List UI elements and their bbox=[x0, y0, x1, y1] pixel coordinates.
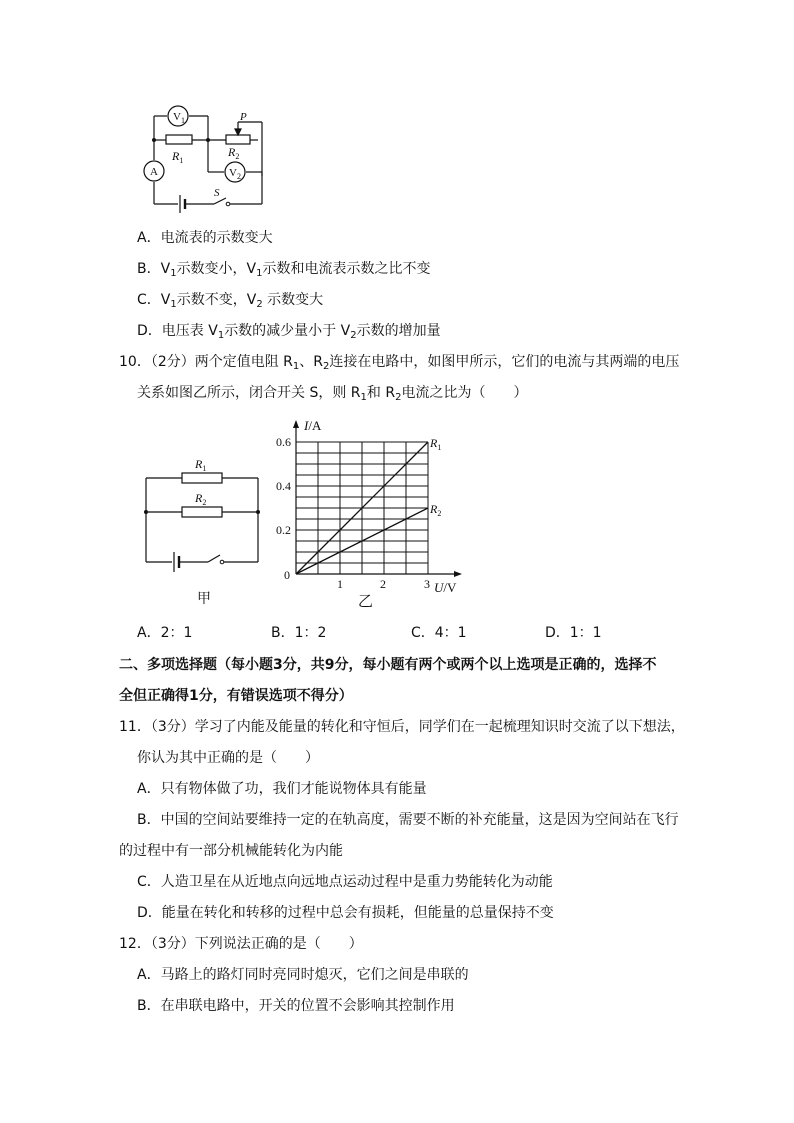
x-axis-arrow bbox=[454, 571, 462, 577]
label-v1: $V_1$ bbox=[173, 111, 185, 125]
q11-option-c: C．人造卫星在从近地点向远地点运动过程中是重力势能转化为动能 bbox=[137, 874, 553, 890]
fig-jia-label: 甲 bbox=[197, 591, 211, 607]
label-r1-jia: $R_1$ bbox=[195, 457, 207, 473]
label-p: P bbox=[240, 111, 247, 123]
q11-option-b-line2: 的过程中有一部分机械能转化为内能 bbox=[119, 843, 343, 859]
series-label-r1: $R_1$ bbox=[430, 436, 442, 452]
x-axis-label: U/V bbox=[434, 580, 457, 595]
resistor-r1 bbox=[166, 135, 192, 144]
q10-option-c: C．4：1 bbox=[411, 625, 467, 641]
y-tick-label: 0.6 bbox=[276, 435, 291, 449]
label-r2-jia: $R_2$ bbox=[195, 491, 207, 507]
origin-label: 0 bbox=[284, 568, 290, 582]
section2-header-line2: 全但正确得1分，有错误选项不得分） bbox=[119, 688, 353, 704]
q9-option-c: C．$V_1$示数不变，$V_2$ 示数变大 bbox=[137, 292, 324, 310]
resistor-r2-jia bbox=[182, 507, 222, 517]
y-axis-arrow bbox=[293, 420, 299, 428]
section2-header-line1: 二、多项选择题（每小题3分，共9分，每小题有两个或两个以上选项是正确的，选择不 bbox=[119, 657, 657, 673]
q10-stem-line1: 10．（2分）两个定值电阻 $R_1$、$R_2$连接在电路中，如图甲所示，它们的电流与其两端的电压 bbox=[119, 354, 680, 372]
q12-stem: 12．（3分）下列说法正确的是（ ） bbox=[119, 936, 363, 952]
q10-stem-line2: 关系如图乙所示，闭合开关 S，则 $R_1$和 $R_2$电流之比为（ ） bbox=[137, 385, 528, 403]
q12-option-b: B．在串联电路中，开关的位置不会影响其控制作用 bbox=[137, 998, 455, 1014]
circuit-diagram-jia bbox=[138, 452, 268, 574]
x-tick-label: 1 bbox=[337, 577, 343, 591]
label-s: S bbox=[214, 187, 220, 199]
rheostat-r2 bbox=[226, 135, 250, 144]
label-a: A bbox=[150, 166, 158, 178]
q11-option-a: A．只有物体做了功，我们才能说物体具有能量 bbox=[137, 781, 427, 797]
q11-stem-line1: 11．（3分）学习了内能及能量的转化和守恒后，同学们在一起梳理知识时交流了以下想法， bbox=[119, 719, 685, 735]
x-tick-label: 2 bbox=[380, 577, 386, 591]
label-v2: $V_2$ bbox=[229, 167, 241, 181]
label-r2: $R_2$ bbox=[228, 145, 240, 161]
label-r1: $R_1$ bbox=[172, 149, 184, 165]
q9-option-a: A．电流表的示数变大 bbox=[137, 230, 273, 246]
q11-stem-line2: 你认为其中正确的是（ ） bbox=[137, 750, 319, 766]
fig-yi-label: 乙 bbox=[358, 592, 374, 610]
q10-option-b: B．1：2 bbox=[271, 625, 327, 641]
circuit-diagram-q9 bbox=[130, 98, 270, 216]
resistor-r1-jia bbox=[182, 473, 222, 483]
q10-option-d: D．1：1 bbox=[545, 625, 602, 641]
y-tick-label: 0.2 bbox=[276, 523, 291, 537]
y-axis-label: I/A bbox=[304, 418, 322, 433]
iu-graph bbox=[270, 414, 470, 600]
q11-option-d: D．能量在转化和转移的过程中总会有损耗，但能量的总量保持不变 bbox=[137, 905, 554, 921]
q11-option-b-line1: B．中国的空间站要维持一定的在轨高度，需要不断的补充能量，这是因为空间站在飞行 bbox=[137, 812, 679, 828]
q10-option-a: A．2：1 bbox=[137, 625, 193, 641]
y-tick-label: 0.4 bbox=[276, 479, 291, 493]
q9-option-d: D．电压表 $V_1$示数的减少量小于 $V_2$示数的增加量 bbox=[137, 323, 441, 341]
x-tick-label: 3 bbox=[424, 577, 430, 591]
q9-option-b: B．$V_1$示数变小，$V_1$示数和电流表示数之比不变 bbox=[137, 261, 431, 279]
q12-option-a: A．马路上的路灯同时亮同时熄灭，它们之间是串联的 bbox=[137, 967, 469, 983]
series-label-r2: $R_2$ bbox=[430, 502, 442, 518]
